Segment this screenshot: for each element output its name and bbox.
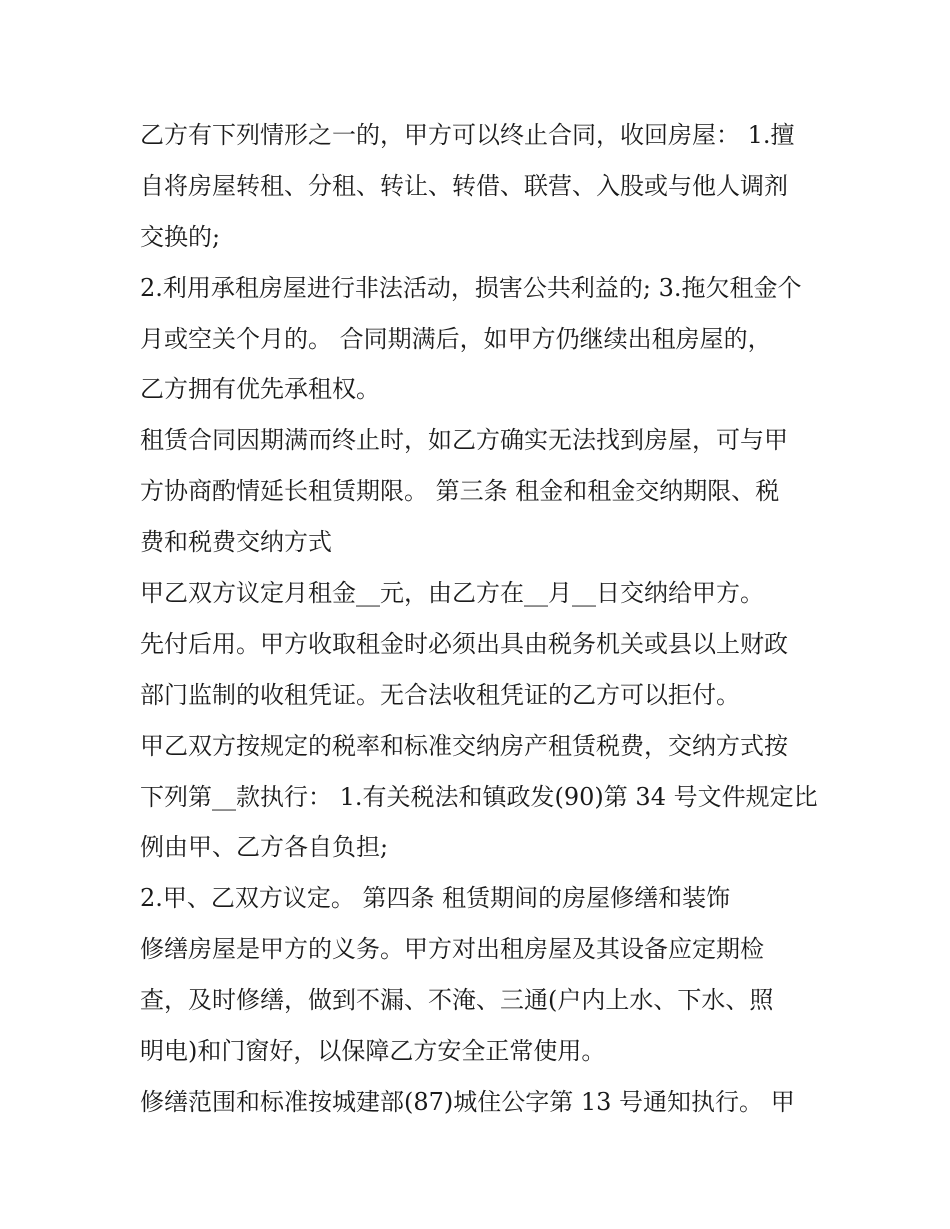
text-line: 明电)和门窗好，以保障乙方安全正常使用。: [140, 1037, 606, 1066]
text-line: 乙方有下列情形之一的，甲方可以终止合同，收回房屋： 1.擅: [140, 121, 795, 149]
text-line: 先付后用。甲方收取租金时必须出具由税务机关或县以上财政: [140, 629, 788, 658]
text-line: 2.甲、乙双方议定。 第四条 租赁期间的房屋修缮和装饰: [140, 884, 731, 913]
text-line: 修缮范围和标准按城建部(87)城住公字第 13 号通知执行。 甲: [140, 1087, 795, 1116]
text-line: 方协商酌情延长租赁期限。 第三条 租金和租金交纳期限、税: [140, 477, 780, 506]
text-line: 月或空关个月的。 合同期满后，如甲方仍继续出租房屋的，: [140, 324, 772, 353]
text-line: 自将房屋转租、分租、转让、转借、联营、入股或与他人调剂: [140, 171, 788, 200]
document-body: [140, 110, 830, 1128]
text-line: 例由甲、乙方各自负担;: [140, 833, 389, 862]
text-line: 交换的;: [140, 222, 221, 251]
text-line: 租赁合同因期满而终止时，如乙方确实无法找到房屋，可与甲: [140, 426, 788, 455]
text-line: 甲乙双方按规定的税率和标准交纳房产租赁税费，交纳方式按: [140, 731, 788, 760]
text-line: 修缮房屋是甲方的义务。甲方对出租房屋及其设备应定期检: [140, 935, 764, 964]
text-line: 乙方拥有优先承租权。: [140, 375, 380, 404]
text-line: 费和税费交纳方式: [140, 528, 332, 557]
text-line: 下列第__款执行： 1.有关税法和镇政发(90)第 34 号文件规定比: [140, 782, 818, 811]
text-line: 查，及时修缮，做到不漏、不淹、三通(户内上水、下水、照: [140, 986, 774, 1015]
text-line: 2.利用承租房屋进行非法活动，损害公共利益的; 3.拖欠租金个: [140, 273, 802, 302]
text-line: 部门监制的收租凭证。无合法收租凭证的乙方可以拒付。: [140, 680, 740, 709]
text-line: 甲乙双方议定月租金__元，由乙方在__月__日交纳给甲方。: [140, 579, 764, 608]
